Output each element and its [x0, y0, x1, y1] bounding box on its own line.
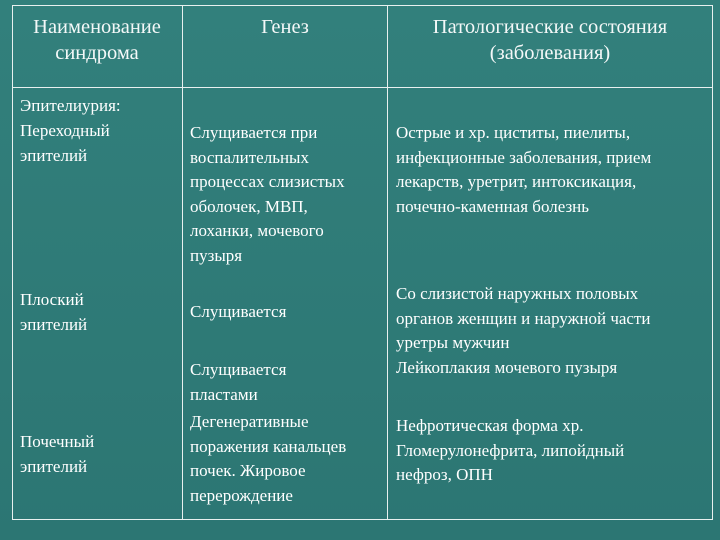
table-bottom-border — [12, 519, 713, 520]
epitheliuria-title: Эпителиурия: — [20, 96, 121, 115]
states-squamous: Со слизистой наружных половых органов женщин и наружной части уретры мужчин Лейкоплакия мочевого пузыря — [396, 284, 651, 377]
genesis-squamous-layers: Слущивается пластами — [190, 360, 287, 404]
table-top-border — [12, 5, 713, 6]
renal-epithelium: Почечный эпителий — [20, 432, 95, 476]
states-transitional: Острые и хр. циститы, пиелиты, инфекционные заболевания, прием лекарств, уретрит, интоксикация, почечно-каменная болезнь — [396, 123, 652, 216]
header-genesis: Генез — [261, 16, 309, 38]
genesis-renal: Дегенеративные поражения канальцев почек. Жировое перерождение — [190, 412, 347, 505]
squamous-epithelium: Плоский эпителий — [20, 290, 88, 334]
column-divider-1 — [182, 5, 183, 520]
header-pathological-states: Патологические состояния (заболевания) — [432, 16, 668, 64]
genesis-transitional: Слущивается при воспалительных процессах слизистых оболочек, МВП, лоханки, мочевого пузыря — [190, 123, 345, 265]
genesis-squamous: Слущивается — [190, 302, 287, 321]
column-divider-2 — [387, 5, 388, 520]
table-right-border — [712, 5, 713, 520]
header-syndrome-name: Наименование синдрома — [33, 16, 161, 64]
transitional-epithelium: Переходный эпителий — [20, 121, 110, 165]
table-left-border — [12, 5, 13, 520]
states-renal: Нефротическая форма хр. Гломерулонефрита, липойдный нефроз, ОПН — [396, 416, 625, 484]
header-bottom-border — [12, 87, 713, 88]
